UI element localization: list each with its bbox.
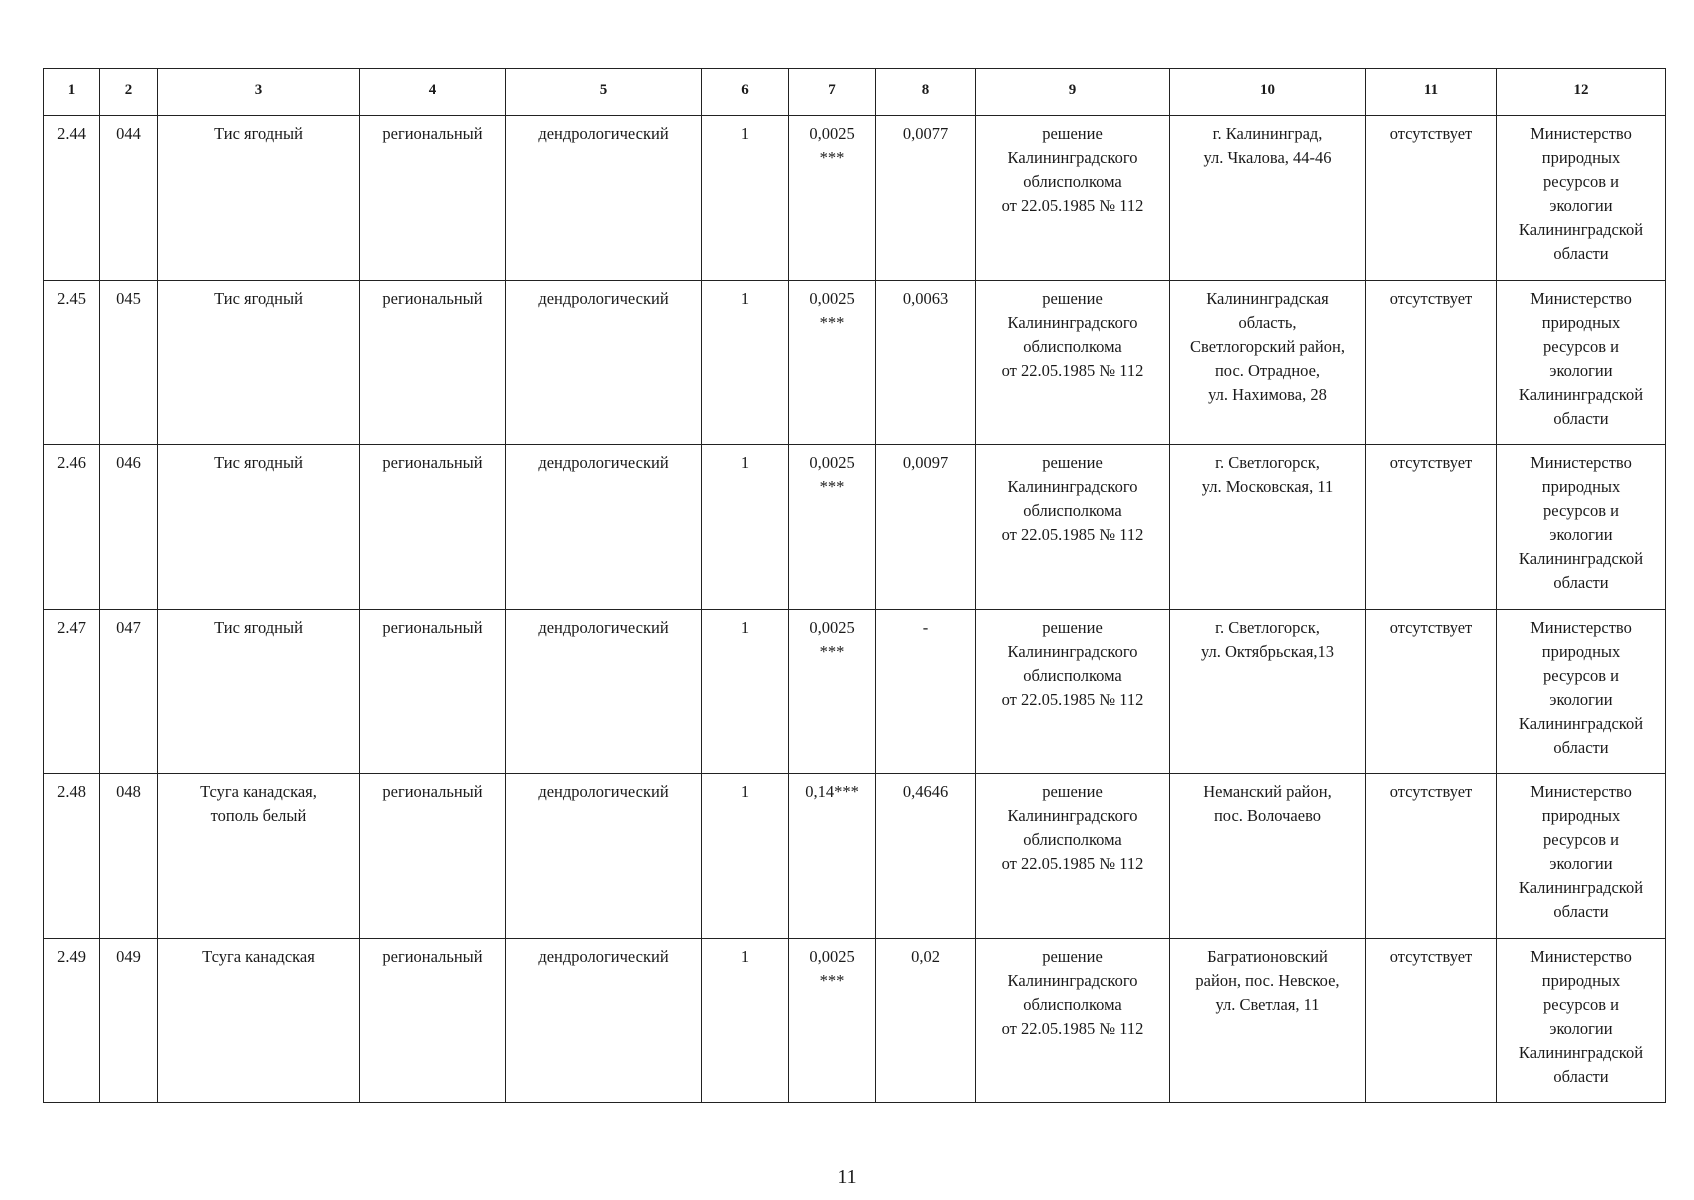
col-header-6: 6 [702, 69, 789, 116]
cell-area: 0,0025 *** [789, 938, 876, 1103]
cell-status: отсутствует [1366, 609, 1497, 774]
cell-location: г. Калининград, ул. Чкалова, 44-46 [1170, 116, 1366, 281]
cell-name: Тис ягодный [158, 116, 360, 281]
cell-significance: региональный [360, 774, 506, 939]
cell-authority: Министерство природных ресурсов и экологии Калининградской области [1497, 445, 1666, 610]
cell-name: Тсуга канадская, тополь белый [158, 774, 360, 939]
col-header-12: 12 [1497, 69, 1666, 116]
col-header-11: 11 [1366, 69, 1497, 116]
cell-decision: решение Калининградского облисполкома от 22.05.1985 № 112 [976, 609, 1170, 774]
cell-profile: дендрологический [506, 280, 702, 445]
cell-count: 1 [702, 609, 789, 774]
table-row [44, 116, 1666, 281]
cell-authority: Министерство природных ресурсов и экологии Калининградской области [1497, 774, 1666, 939]
cell-number: 2.45 [44, 280, 100, 445]
cell-significance: региональный [360, 280, 506, 445]
cell-count: 1 [702, 938, 789, 1103]
cell-name: Тис ягодный [158, 609, 360, 774]
cell-profile: дендрологический [506, 445, 702, 610]
cell-name: Тис ягодный [158, 280, 360, 445]
cell-code: 047 [100, 609, 158, 774]
cell-area: 0,14*** [789, 774, 876, 939]
cell-code: 049 [100, 938, 158, 1103]
cell-authority: Министерство природных ресурсов и экологии Калининградской области [1497, 280, 1666, 445]
col-header-2: 2 [100, 69, 158, 116]
cell-profile: дендрологический [506, 938, 702, 1103]
cell-decision: решение Калининградского облисполкома от 22.05.1985 № 112 [976, 116, 1170, 281]
cell-location: Багратионовский район, пос. Невское, ул. Светлая, 11 [1170, 938, 1366, 1103]
cell-buffer-area: 0,4646 [876, 774, 976, 939]
cell-code: 048 [100, 774, 158, 939]
cell-number: 2.44 [44, 116, 100, 281]
col-header-1: 1 [44, 69, 100, 116]
cell-area: 0,0025 *** [789, 116, 876, 281]
cell-buffer-area: 0,0097 [876, 445, 976, 610]
cell-code: 046 [100, 445, 158, 610]
cell-count: 1 [702, 116, 789, 281]
cell-status: отсутствует [1366, 445, 1497, 610]
cell-count: 1 [702, 445, 789, 610]
cell-decision: решение Калининградского облисполкома от 22.05.1985 № 112 [976, 938, 1170, 1103]
cell-significance: региональный [360, 445, 506, 610]
cell-decision: решение Калининградского облисполкома от 22.05.1985 № 112 [976, 774, 1170, 939]
table-row [44, 280, 1666, 445]
cell-location: г. Светлогорск, ул. Московская, 11 [1170, 445, 1366, 610]
cell-status: отсутствует [1366, 116, 1497, 281]
cell-status: отсутствует [1366, 938, 1497, 1103]
cell-number: 2.49 [44, 938, 100, 1103]
col-header-8: 8 [876, 69, 976, 116]
cell-buffer-area: - [876, 609, 976, 774]
registry-table [43, 68, 1666, 1103]
cell-count: 1 [702, 774, 789, 939]
cell-number: 2.48 [44, 774, 100, 939]
cell-location: г. Светлогорск, ул. Октябрьская,13 [1170, 609, 1366, 774]
cell-area: 0,0025 *** [789, 445, 876, 610]
cell-status: отсутствует [1366, 280, 1497, 445]
col-header-9: 9 [976, 69, 1170, 116]
cell-significance: региональный [360, 116, 506, 281]
cell-location: Калининградская область, Светлогорский район, пос. Отрадное, ул. Нахимова, 28 [1170, 280, 1366, 445]
table-row [44, 445, 1666, 610]
table-row [44, 609, 1666, 774]
cell-location: Неманский район, пос. Волочаево [1170, 774, 1366, 939]
table-row [44, 938, 1666, 1103]
cell-status: отсутствует [1366, 774, 1497, 939]
cell-code: 044 [100, 116, 158, 281]
cell-decision: решение Калининградского облисполкома от 22.05.1985 № 112 [976, 445, 1170, 610]
col-header-3: 3 [158, 69, 360, 116]
cell-profile: дендрологический [506, 116, 702, 281]
cell-buffer-area: 0,02 [876, 938, 976, 1103]
cell-authority: Министерство природных ресурсов и экологии Калининградской области [1497, 116, 1666, 281]
table-row [44, 774, 1666, 939]
cell-name: Тсуга канадская [158, 938, 360, 1103]
col-header-7: 7 [789, 69, 876, 116]
cell-number: 2.46 [44, 445, 100, 610]
cell-authority: Министерство природных ресурсов и экологии Калининградской области [1497, 938, 1666, 1103]
cell-area: 0,0025 *** [789, 609, 876, 774]
cell-buffer-area: 0,0077 [876, 116, 976, 281]
col-header-10: 10 [1170, 69, 1366, 116]
cell-decision: решение Калининградского облисполкома от 22.05.1985 № 112 [976, 280, 1170, 445]
cell-buffer-area: 0,0063 [876, 280, 976, 445]
cell-area: 0,0025 *** [789, 280, 876, 445]
col-header-5: 5 [506, 69, 702, 116]
cell-profile: дендрологический [506, 609, 702, 774]
cell-number: 2.47 [44, 609, 100, 774]
cell-authority: Министерство природных ресурсов и экологии Калининградской области [1497, 609, 1666, 774]
cell-significance: региональный [360, 938, 506, 1103]
col-header-4: 4 [360, 69, 506, 116]
page-number: 11 [837, 1166, 857, 1188]
cell-code: 045 [100, 280, 158, 445]
cell-count: 1 [702, 280, 789, 445]
cell-profile: дендрологический [506, 774, 702, 939]
cell-significance: региональный [360, 609, 506, 774]
cell-name: Тис ягодный [158, 445, 360, 610]
header-row [44, 69, 1666, 116]
